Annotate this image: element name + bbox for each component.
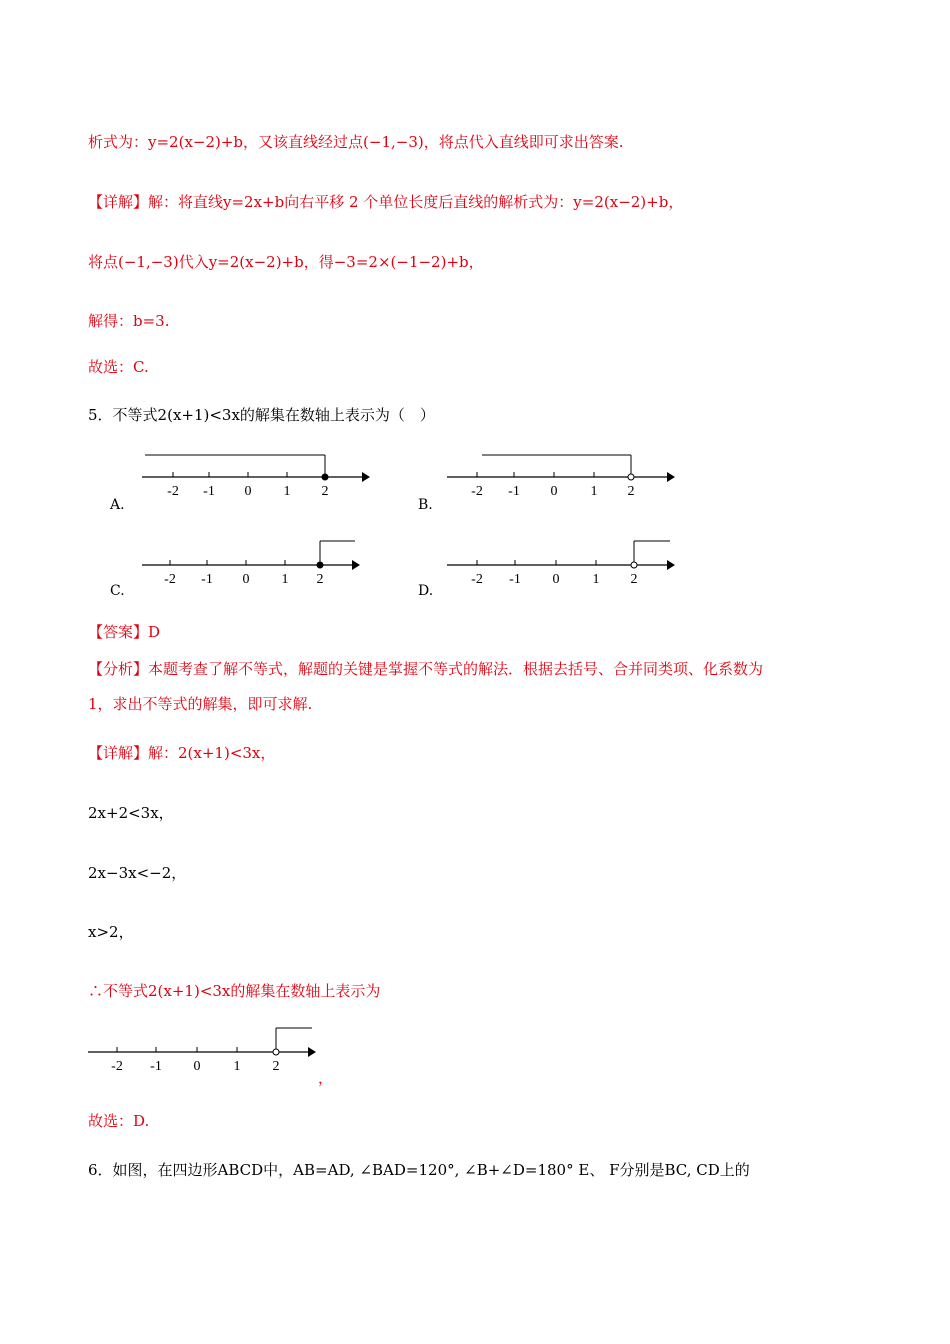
option-b-number-line (445, 450, 675, 500)
analysis-tail: 析式为：y=2(x−2)+b，又该直线经过点(−1,−3)，将点代入直线即可求出答案. (88, 133, 624, 151)
tick-label: -2 (164, 572, 176, 587)
conclusion-line: ∴不等式2(x+1)<3x的解集在数轴上表示为 (88, 982, 381, 1000)
option-d-number-line (445, 538, 675, 588)
analysis-line-1: 【分析】本题考查了解不等式，解题的关键是掌握不等式的解法．根据去括号、合并同类项、化系数为 (88, 660, 764, 678)
tick-label: 0 (244, 484, 252, 499)
option-c-number-line (140, 538, 370, 588)
tick-label: 2 (321, 484, 329, 499)
tick-label: 2 (627, 484, 635, 499)
tick-label: -1 (508, 484, 520, 499)
option-a-label[interactable]: A. (110, 497, 125, 513)
prev-detail-line-1: 【详解】解：将直线y=2x+b向右平移 2 个单位长度后直线的解析式为：y=2(x−2)+b， (88, 193, 684, 211)
tick-label: 1 (233, 1059, 241, 1074)
step-4: x>2， (88, 923, 134, 941)
tick-label: 2 (316, 572, 324, 587)
analysis-line-2: 1，求出不等式的解集，即可求解. (88, 695, 313, 713)
tick-label: 0 (552, 572, 560, 587)
option-c-label[interactable]: C. (110, 583, 125, 599)
tick-label: 2 (272, 1059, 280, 1074)
tick-label: 1 (592, 572, 600, 587)
prev-result: 解得：b=3. (88, 312, 170, 330)
prev-detail-line-2: 将点(−1,−3)代入y=2(x−2)+b，得−3=2×(−1−2)+b， (88, 253, 484, 271)
tick-label: 0 (550, 484, 558, 499)
step-2: 2x+2<3x， (88, 804, 174, 822)
tick-label: -1 (509, 572, 521, 587)
choice-line: 故选：D. (88, 1112, 150, 1130)
tick-label: 1 (281, 572, 289, 587)
solution-number-line (86, 1024, 326, 1074)
detail-line-1: 【详解】解：2(x+1)<3x， (88, 744, 276, 762)
option-a-number-line (140, 450, 370, 500)
tick-label: 0 (193, 1059, 201, 1074)
figure-comma: ， (318, 1069, 334, 1087)
tick-label: 2 (630, 572, 638, 587)
tick-label: -2 (111, 1059, 123, 1074)
tick-label: 0 (242, 572, 250, 587)
question-5-stem: 5．不等式2(x+1)<3x的解集在数轴上表示为（ ） (88, 406, 435, 424)
step-3: 2x−3x<−2， (88, 864, 187, 882)
question-6-stem: 6．如图，在四边形ABCD中，AB=AD, ∠BAD=120°, ∠B+∠D=180° E、 F分别是BC, CD上的 (88, 1161, 750, 1179)
tick-label: 1 (283, 484, 291, 499)
tick-label: 1 (590, 484, 598, 499)
tick-label: -2 (471, 484, 483, 499)
tick-label: -1 (203, 484, 215, 499)
answer-line: 【答案】D (88, 623, 161, 641)
tick-label: -2 (471, 572, 483, 587)
tick-label: -2 (167, 484, 179, 499)
tick-label: -1 (201, 572, 213, 587)
option-d-label[interactable]: D. (418, 583, 434, 599)
option-b-label[interactable]: B. (418, 497, 433, 513)
prev-choice: 故选：C. (88, 358, 149, 376)
tick-label: -1 (150, 1059, 162, 1074)
